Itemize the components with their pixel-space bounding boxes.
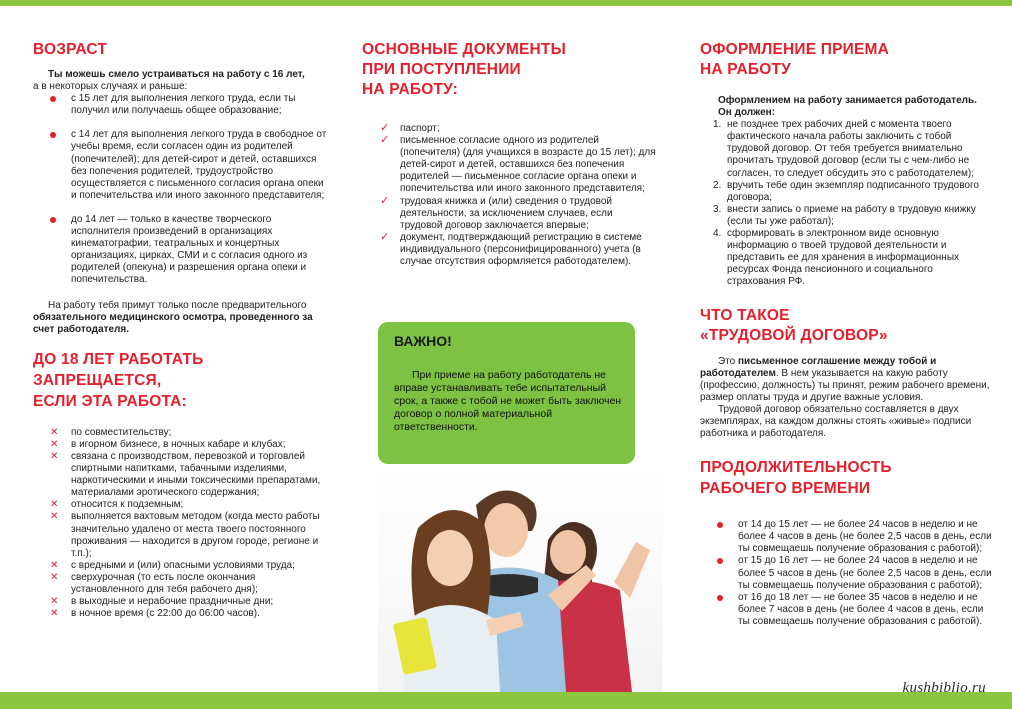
hiring-item: 4. сформировать в электронном виде основную информацию о твоей трудовой деятельности и представить ее для хранения в информационных ресурсах Фонда пенсионного и социального страхования РФ. bbox=[713, 228, 960, 288]
cross-icon: ✕ bbox=[50, 438, 59, 450]
medical-paragraph bbox=[33, 300, 327, 336]
checkmark-icon: ✓ bbox=[380, 134, 390, 147]
age-item: с 15 лет для выполнения легкого труда, если ты получил или получаешь общее образование; bbox=[33, 93, 327, 117]
hours-heading bbox=[700, 457, 992, 499]
forbidden-heading-line: ДО 18 ЛЕТ РАБОТАТЬ bbox=[33, 350, 204, 368]
hours-item: от 14 до 15 лет — не более 24 часов в неделю и не более 4 часов в день (не более 2,5 часов в день, если ты совмещаешь получение образования с работой); bbox=[700, 519, 992, 555]
column-hiring bbox=[700, 40, 992, 628]
document-item: ✓ документ, подтверждающий регистрацию в системе индивидуального (персонифицированного) учета (в случае отсутствия оформляется работодателем). bbox=[380, 230, 642, 268]
contract-heading bbox=[700, 306, 992, 346]
hours-list bbox=[700, 519, 992, 628]
important-box bbox=[378, 322, 635, 464]
age-item: до 14 лет — только в качестве творческого исполнителя произведений в организациях кинематографии, театральных и концертных организациях, цирках, СМИ и с согласия одного из родителей (опекуна) и разрешения органа опеки и попечительства. bbox=[33, 214, 327, 287]
forbidden-item: ✕ связана с производством, перевозкой и торговлей спиртными напитками, табачными изделиями, наркотическими и иными токсическими препаратами, материалами эротического содержания; bbox=[50, 450, 321, 499]
checkmark-icon: ✓ bbox=[380, 194, 390, 207]
hiring-list bbox=[700, 119, 992, 288]
cross-icon: ✕ bbox=[50, 559, 59, 571]
watermark: kushbiblio.ru bbox=[902, 680, 986, 696]
checkmark-icon: ✓ bbox=[380, 230, 390, 243]
hiring-intro-2: Он должен: bbox=[718, 107, 776, 119]
forbidden-item: ✕ в выходные и нерабочие праздничные дни; bbox=[50, 596, 274, 608]
documents-heading bbox=[362, 40, 657, 100]
cross-icon: ✕ bbox=[50, 450, 59, 462]
age-intro-2: а в некоторых случаях и раньше: bbox=[33, 81, 188, 93]
age-heading: ВОЗРАСТ bbox=[33, 41, 108, 58]
hiring-item: 2. вручить тебе один экземпляр подписанного трудового договора; bbox=[713, 179, 979, 203]
forbidden-item: ✕ выполняется вахтовым методом (когда место работы значительно удалено от места твоего постоянного проживания — находится в другом городе, регионе и т.п.); bbox=[50, 511, 320, 559]
forbidden-heading-line: ЗАПРЕЩАЕТСЯ, bbox=[33, 371, 162, 389]
hours-item: от 15 до 16 лет — не более 24 часов в неделю и не более 5 часов в день (не более 2,5 часов в день, если ты совмещаешь получение образования с работой); bbox=[700, 555, 992, 591]
contract-heading-line: «ТРУДОВОЙ ДОГОВОР» bbox=[700, 326, 888, 344]
medical-text: На работу тебя примут только после предварительного bbox=[48, 299, 307, 311]
forbidden-item: ✕ по совместительству; bbox=[50, 426, 172, 438]
documents-list bbox=[362, 123, 657, 268]
forbidden-list bbox=[33, 427, 327, 621]
column-documents bbox=[362, 40, 657, 268]
cross-icon: ✕ bbox=[50, 426, 59, 438]
bottom-green-bar bbox=[0, 692, 1012, 709]
hiring-heading-line: НА РАБОТУ bbox=[700, 61, 791, 78]
checkmark-icon: ✓ bbox=[380, 122, 390, 134]
hours-item: от 16 до 18 лет — не более 35 часов в неделю и не более 7 часов в день (не более 4 часов в день, если ты совмещаешь получение образования с работой). bbox=[700, 592, 992, 628]
hiring-item: 3. внести запись о приеме на работу в трудовую книжку (если ты уже работал); bbox=[713, 203, 976, 227]
age-item: с 14 лет для выполнения легкого труда в свободное от учебы время, если согласен один из родителей (попечителей); для детей-сирот и детей, оставшихся без попечения родителей, трудоустройство осуществляется с письменного согласия органа опеки и попечительства или иного законного представителя; bbox=[33, 129, 327, 202]
hiring-intro: Оформлением на работу занимается работодатель. bbox=[718, 95, 977, 106]
documents-heading-line: НА РАБОТУ: bbox=[362, 81, 458, 98]
hours-heading-line: РАБОЧЕГО ВРЕМЕНИ bbox=[700, 480, 871, 498]
teenagers-photo bbox=[378, 470, 663, 692]
age-intro: Ты можешь смело устраиваться на работу с 16 лет, bbox=[48, 69, 305, 80]
top-green-bar bbox=[0, 0, 1012, 6]
document-item: ✓ трудовая книжка и (или) сведения о трудовой деятельности, за исключением случаев, если трудовой договор заключается впервые; bbox=[380, 194, 613, 231]
cross-icon: ✕ bbox=[50, 511, 59, 523]
important-title: ВАЖНО! bbox=[394, 333, 452, 349]
important-text: При приеме на работу работодатель не вправе устанавливать тебе испытательный срок, а также с тобой не может быть заключен договор о полной материальной ответственности. bbox=[394, 369, 622, 433]
column-age bbox=[33, 40, 327, 620]
contract-paragraph: Это письменное соглашение между тобой и работодателем. В нем указывается на какую работу (профессию, должность) ты принят, режим рабочего времени, размер оплаты труда и другие важные условия. bbox=[700, 355, 990, 403]
hiring-item: 1. не позднее трех рабочих дней с момента твоего фактического начала работы заключить с тобой трудовой договор. От тебя требуется внимательно прочитать трудовой договор (если ты с чем-либо не согласен, то следует обсудить это с работодателем); bbox=[713, 119, 974, 179]
forbidden-item: ✕ с вредными и (или) опасными условиями труда; bbox=[50, 559, 295, 571]
document-item: ✓ паспорт; bbox=[380, 122, 440, 134]
cross-icon: ✕ bbox=[50, 499, 59, 511]
hiring-heading-line: ОФОРМЛЕНИЕ ПРИЕМА bbox=[700, 41, 890, 58]
cross-icon: ✕ bbox=[50, 596, 59, 608]
documents-heading-line: ОСНОВНЫЕ ДОКУМЕНТЫ bbox=[362, 41, 566, 58]
contract-heading-line: ЧТО ТАКОЕ bbox=[700, 306, 790, 324]
forbidden-item: ✕ относится к подземным; bbox=[50, 499, 184, 511]
contract-paragraph-2: Трудовой договор обязательно составляется в двух экземплярах, на каждом должны стоять «живые» подписи работника и работодателя. bbox=[700, 403, 972, 440]
forbidden-heading bbox=[33, 349, 327, 412]
forbidden-item: ✕ в игорном бизнесе, в ночных кабаре и клубах; bbox=[50, 438, 286, 450]
hiring-heading bbox=[700, 40, 992, 80]
documents-heading-line: ПРИ ПОСТУПЛЕНИИ bbox=[362, 61, 521, 78]
cross-icon: ✕ bbox=[50, 608, 59, 620]
age-list bbox=[33, 93, 327, 286]
forbidden-heading-line: ЕСЛИ ЭТА РАБОТА: bbox=[33, 392, 187, 410]
forbidden-item: ✕ в ночное время (с 22:00 до 06:00 часов). bbox=[50, 608, 260, 620]
document-item: ✓ письменное согласие одного из родителей (попечителя) (для учащихся в возрасте до 15 лет); для детей-сирот и детей, оставшихся без попечения родителей — письменное согласие органа опеки и попечительства или иного законного представителя; bbox=[380, 134, 656, 195]
hours-heading-line: ПРОДОЛЖИТЕЛЬНОСТЬ bbox=[700, 459, 892, 477]
medical-bold-text: обязательного медицинского осмотра, проведенного за счет работодателя. bbox=[33, 311, 313, 335]
forbidden-item: ✕ сверхурочная (то есть после окончания установленного для тебя рабочего дня); bbox=[50, 571, 258, 595]
cross-icon: ✕ bbox=[50, 571, 59, 583]
